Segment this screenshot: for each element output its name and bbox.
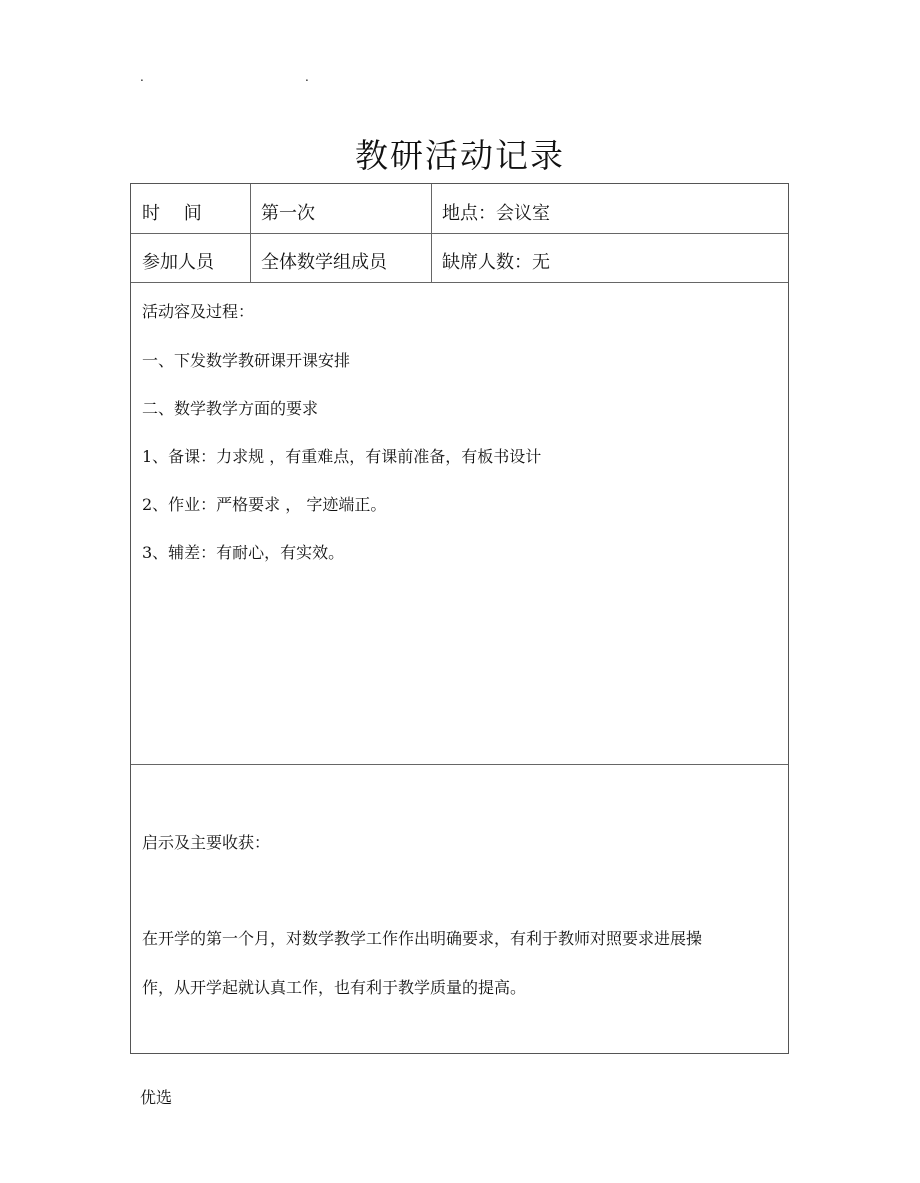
insights-line: 在开学的第一个月，对数学教学工作作出明确要求，有利于教师对照要求进展操 bbox=[142, 929, 703, 948]
header-mark: . bbox=[305, 70, 309, 84]
content-line: 1、备课：力求规 ，有重难点，有课前准备，有板书设计 bbox=[142, 447, 542, 466]
time-value: 第一次 bbox=[261, 203, 315, 224]
page-title: 教研活动记录 bbox=[355, 136, 565, 175]
time-label: 时 间 bbox=[142, 203, 202, 224]
content-line: 2、作业：严格要求 ， 字迹端正。 bbox=[142, 495, 387, 514]
record-table bbox=[130, 183, 789, 1054]
footer-text: 优选 bbox=[140, 1088, 173, 1107]
row-divider bbox=[131, 764, 788, 765]
row-divider bbox=[131, 233, 788, 234]
row-divider bbox=[131, 282, 788, 283]
insights-line: 作，从开学起就认真工作，也有利于教学质量的提高。 bbox=[142, 978, 527, 997]
content-line: 一、下发数学教研课开课安排 bbox=[142, 351, 351, 370]
column-divider bbox=[431, 184, 432, 282]
participants-value: 全体数学组成员 bbox=[261, 252, 387, 273]
header-mark: . bbox=[140, 70, 144, 84]
absent-count: 缺席人数：无 bbox=[442, 252, 550, 273]
content-line: 二、数学教学方面的要求 bbox=[142, 399, 319, 418]
content-heading: 活动容及过程： bbox=[142, 302, 255, 321]
insights-heading: 启示及主要收获： bbox=[142, 833, 271, 852]
content-line: 3、辅差：有耐心，有实效。 bbox=[142, 543, 345, 562]
location: 地点：会议室 bbox=[442, 203, 550, 224]
column-divider bbox=[250, 184, 251, 282]
participants-label: 参加人员 bbox=[142, 252, 214, 273]
